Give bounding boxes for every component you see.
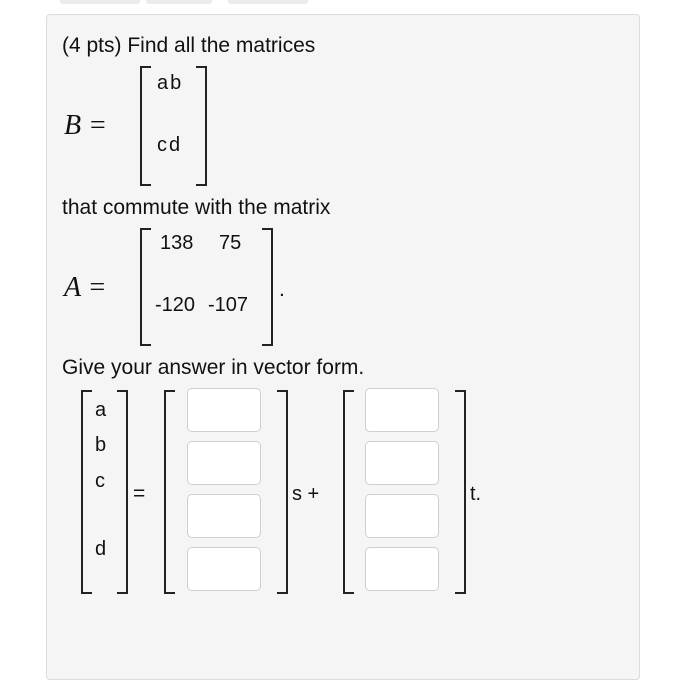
- param-s-label: s +: [292, 483, 320, 505]
- var-a: a: [95, 399, 107, 421]
- answer-vector1-input-1[interactable]: [187, 388, 261, 432]
- matrix-a-cell: -107: [208, 294, 249, 316]
- answer-vector2-input-2[interactable]: [365, 441, 439, 485]
- matrix-a-right-bracket: [262, 228, 273, 346]
- vector1-right-bracket: [277, 390, 288, 594]
- var-d: d: [95, 538, 107, 560]
- answer-vector2-input-4[interactable]: [365, 547, 439, 591]
- matrix-a-cell: -120: [155, 294, 196, 316]
- matrix-b-left-bracket: [140, 66, 151, 186]
- vector2-left-bracket: [343, 390, 354, 594]
- vector1-left-bracket: [164, 390, 175, 594]
- matrix-a-left-bracket: [140, 228, 151, 346]
- commute-text: that commute with the matrix: [62, 196, 331, 219]
- top-tab: [60, 0, 140, 4]
- matrix-a-label: A =: [64, 272, 107, 303]
- matrix-a-cell: 75: [219, 232, 242, 254]
- answer-vector1-input-4[interactable]: [187, 547, 261, 591]
- var-vector-left-bracket: [81, 390, 92, 594]
- var-vector-right-bracket: [117, 390, 128, 594]
- equals-sign: =: [133, 482, 146, 505]
- matrix-b-right-bracket: [196, 66, 207, 186]
- answer-vector1-input-3[interactable]: [187, 494, 261, 538]
- matrix-a-cell: 138: [160, 232, 194, 254]
- problem-intro: (4 pts) Find all the matrices: [62, 34, 316, 57]
- matrix-b-label: B =: [64, 110, 107, 141]
- top-tab: [228, 0, 308, 4]
- instruction-text: Give your answer in vector form.: [62, 356, 365, 379]
- answer-vector2-input-3[interactable]: [365, 494, 439, 538]
- matrix-b-row2: cd: [157, 134, 183, 156]
- param-t-label: t.: [470, 483, 482, 505]
- matrix-b-row1: ab: [157, 72, 184, 94]
- matrix-a-period: .: [279, 278, 285, 301]
- answer-vector2-input-1[interactable]: [365, 388, 439, 432]
- var-c: c: [95, 470, 105, 492]
- top-tab: [146, 0, 212, 4]
- vector2-right-bracket: [455, 390, 466, 594]
- var-b: b: [95, 434, 107, 456]
- answer-vector1-input-2[interactable]: [187, 441, 261, 485]
